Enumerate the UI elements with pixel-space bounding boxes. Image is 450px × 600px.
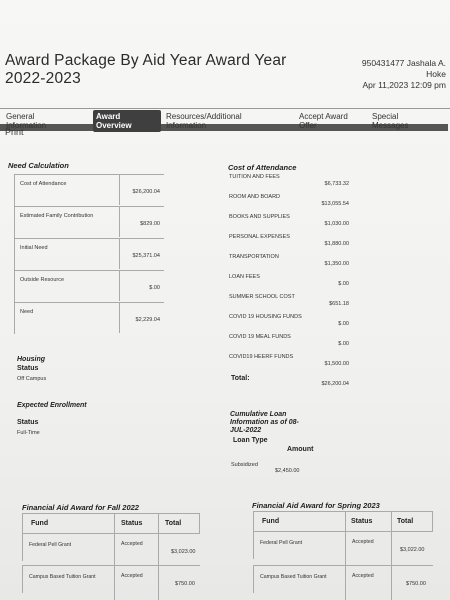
coa-value: $.00 (338, 321, 349, 327)
table-row (14, 270, 164, 302)
col-fund: Fund (262, 518, 280, 525)
fund-name: Campus Based Tuition Grant (260, 574, 327, 580)
student-last-name: Hoke (426, 69, 446, 79)
col-total: Total (397, 518, 414, 525)
coa-label: PERSONAL EXPENSES (229, 234, 290, 240)
coa-value: $.00 (338, 281, 349, 287)
coa-row (229, 314, 349, 334)
coa-label: TUITION AND FEES (229, 174, 280, 180)
coa-value: $651.18 (329, 301, 349, 307)
spring-heading: Financial Aid Award for Spring 2023 (252, 501, 380, 510)
fund-name: Federal Pell Grant (29, 542, 72, 548)
print-link[interactable]: Print (5, 127, 24, 137)
fund-status: Accepted (121, 541, 143, 547)
need-table (14, 174, 164, 334)
enrollment-status-label: Status (17, 419, 39, 426)
enrollment-heading: Expected Enrollment (17, 402, 87, 409)
fund-status: Accepted (352, 539, 374, 545)
coa-value: $13,055.54 (321, 201, 349, 207)
table-row (14, 238, 164, 270)
loan-amount-value: $2,450.00 (275, 468, 300, 474)
fall-award-table (22, 513, 202, 600)
table-row (14, 206, 164, 238)
table-row (14, 174, 164, 206)
student-id-name: 950431477 Jashala A. (361, 58, 446, 68)
tab-resources[interactable]: Resources/Additional Information (166, 112, 242, 130)
need-value: $26,200.04 (132, 189, 160, 195)
coa-row (229, 174, 349, 194)
col-status: Status (351, 518, 373, 525)
table-row (253, 565, 433, 593)
spring-award-table (253, 511, 433, 600)
need-value: $.00 (149, 285, 160, 291)
fund-total: $3,023.00 (171, 549, 196, 555)
loan-heading: Cumulative Loan Information as of 08-JUL-2022 (230, 411, 299, 434)
coa-row (229, 254, 349, 274)
coa-row (229, 354, 349, 374)
coa-value: $1,030.00 (324, 221, 349, 227)
tab-bar (0, 108, 450, 132)
coa-label: BOOKS AND SUPPLIES (229, 214, 290, 220)
need-label: Outside Resource (20, 277, 65, 283)
tab-general-information[interactable]: General Information (6, 112, 47, 130)
need-value: $2,229.04 (135, 317, 160, 323)
need-heading: Need Calculation (8, 161, 69, 170)
col-status: Status (121, 520, 143, 527)
tab-special-messages[interactable]: Special Messages (372, 112, 409, 130)
table-row (253, 531, 433, 559)
housing-status-label: Status (17, 365, 39, 372)
coa-label: ROOM AND BOARD (229, 194, 281, 200)
coa-value: $1,350.00 (324, 261, 349, 267)
fund-total: $750.00 (175, 581, 195, 587)
col-fund: Fund (31, 520, 49, 527)
coa-total-value: $26,200.04 (321, 381, 349, 387)
coa-value: $6,733.32 (324, 181, 349, 187)
coa-total-label: Total: (231, 375, 250, 382)
fund-status: Accepted (121, 573, 143, 579)
table-row (14, 302, 164, 334)
tab-accept-award-offer[interactable]: Accept Award Offer (299, 112, 348, 130)
coa-row (229, 214, 349, 234)
need-value: $829.00 (140, 221, 160, 227)
coa-row (229, 334, 349, 354)
need-label: Need (20, 309, 34, 315)
enrollment-status-value: Full-Time (17, 430, 40, 436)
coa-label: COVID19 HEERF FUNDS (229, 354, 294, 360)
need-label: Initial Need (20, 245, 48, 251)
housing-status-value: Off Campus (17, 376, 47, 382)
page-title: Award Package By Aid Year Award Year 2022-2023 (5, 52, 287, 87)
coa-row (229, 274, 349, 294)
coa-label: LOAN FEES (229, 274, 260, 280)
loan-type-value: Subsidized (231, 462, 258, 468)
coa-row (229, 294, 349, 314)
coa-label: COVID 19 HOUSING FUNDS (229, 314, 302, 320)
coa-label: SUMMER SCHOOL COST (229, 294, 295, 300)
table-header (253, 511, 433, 531)
need-label: Estimated Family Contribution (20, 213, 94, 219)
tab-award-overview[interactable]: Award Overview (93, 110, 161, 132)
coa-label: COVID 19 MEAL FUNDS (229, 334, 291, 340)
need-value: $25,371.04 (132, 253, 160, 259)
fund-name: Campus Based Tuition Grant (29, 574, 96, 580)
loan-amount-label: Amount (287, 446, 314, 453)
coa-row (229, 234, 349, 254)
table-row (22, 533, 200, 561)
need-label: Cost of Attendance (20, 181, 67, 187)
timestamp: Apr 11,2023 12:09 pm (362, 80, 446, 90)
coa-label: TRANSPORTATION (229, 254, 279, 260)
coa-value: $1,500.00 (324, 361, 349, 367)
fund-name: Federal Pell Grant (260, 540, 303, 546)
fund-status: Accepted (352, 573, 374, 579)
table-header (22, 513, 200, 533)
student-info (330, 58, 446, 91)
fund-total: $750.00 (406, 581, 426, 587)
col-total: Total (165, 520, 182, 527)
loan-type-label: Loan Type (233, 437, 268, 444)
coa-heading: Cost of Attendance (228, 163, 297, 172)
coa-value: $.00 (338, 341, 349, 347)
coa-row (229, 194, 349, 214)
fall-heading: Financial Aid Award for Fall 2022 (22, 503, 139, 512)
fund-total: $3,022.00 (400, 547, 425, 553)
coa-value: $1,880.00 (324, 241, 349, 247)
table-row (22, 565, 200, 593)
housing-heading: Housing (17, 356, 45, 363)
